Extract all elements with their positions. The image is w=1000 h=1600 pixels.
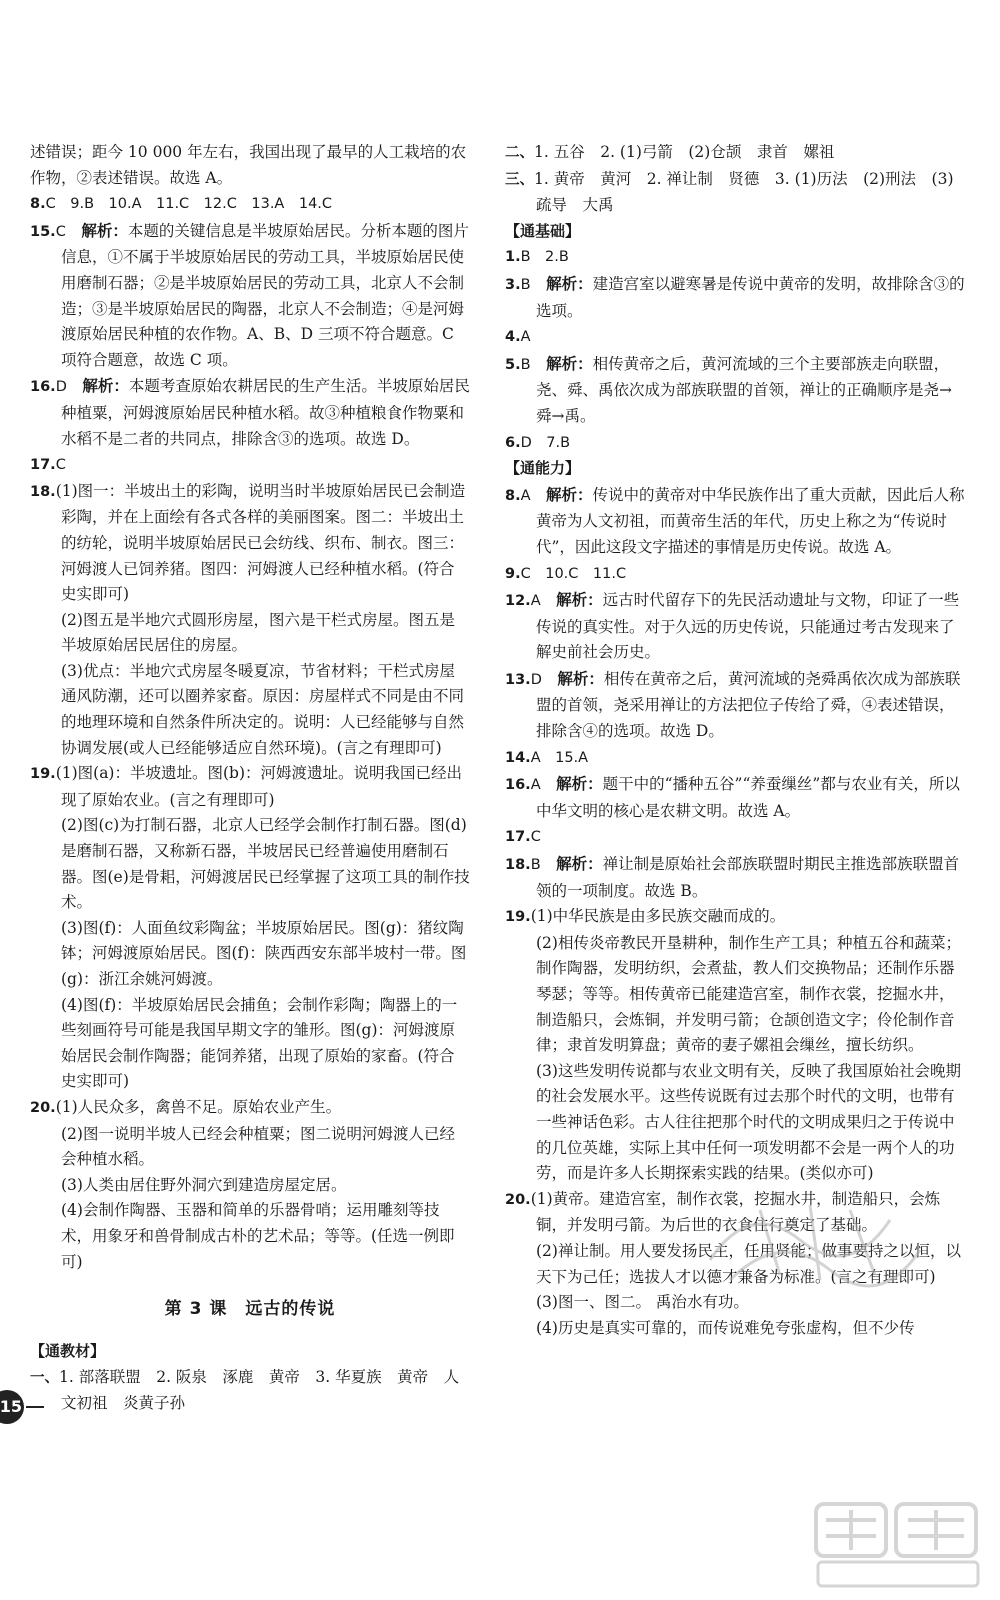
answer-continuation: (3)这些发明传说都与农业文明有关，反映了我国原始社会晚期的社会发展水平。这些传说既有过去那个时代的文明，也带有一些神话色彩。古人往往把那个时代的文明成果归之于传说中的几位英雄，实际上其中任何一项发明都不会是一两个人的功劳，而是许多人长期探索实践的结果。(类似亦可)	[536, 1061, 961, 1183]
answer-continuation: (2)图五是半地穴式圆形房屋，图六是干栏式房屋。图五是半坡原始居民居住的房屋。	[61, 610, 455, 655]
question-number: 15.	[30, 223, 56, 240]
spacer	[67, 377, 83, 395]
answer-item	[30, 1365, 470, 1417]
analysis-label: 解析：	[81, 220, 128, 240]
answer-letter: D	[530, 671, 542, 688]
answer-item	[505, 745, 965, 772]
answer-text: A	[520, 329, 531, 346]
answer-item	[30, 761, 470, 813]
spacer	[531, 275, 547, 293]
answer-continuation: (2)图(c)为打制石器，北京人已经学会制作打制石器。图(d)是磨制石器，又称新石器，半坡居民已经普遍使用磨制石器。图(e)是骨耜，河姆渡居民已经掌握了这项工具的制作技术。	[61, 816, 470, 912]
answer-analysis	[505, 851, 965, 904]
analysis-label: 解析：	[556, 774, 603, 794]
analysis-label: 解析：	[556, 854, 603, 874]
right-column	[505, 140, 965, 1341]
answer-item	[505, 140, 965, 167]
question-number: 9.	[505, 565, 521, 582]
answer-text: 1. 部落联盟 2. 阪泉 涿鹿 黄帝 3. 华夏族 黄帝 人文初祖 炎黄子孙	[59, 1367, 460, 1413]
answer-text: 建造宫室以避寒暑是传说中黄帝的发明，故排除含③的选项。	[536, 274, 965, 320]
answer-continuation: (3)优点：半地穴式房屋冬暖夏凉，节省材料；干栏式房屋通风防潮，还可以圈养家畜。原因：房屋样式不同是由不同的地理环境和自然条件所决定的。说明：人已经能够与自然协调发展(或人已经能够适应自然环境)。(言之有理即可)	[61, 661, 465, 757]
answer-item	[505, 324, 965, 351]
answer-item	[505, 430, 965, 457]
analysis-label: 解析：	[556, 590, 603, 610]
question-number: 二、	[505, 145, 534, 161]
answer-item	[505, 824, 965, 851]
spacer	[541, 775, 557, 793]
answer-continuation: (4)会制作陶器、玉器和简单的乐器骨哨；运用雕刻等技术，用象牙和兽骨制成古朴的艺术品；等等。(任选一例即可)	[61, 1201, 455, 1271]
answer-text: B 2.B	[520, 249, 569, 266]
question-number: 19.	[30, 766, 56, 783]
answer-item	[30, 191, 470, 218]
answer-text: 传说中的黄帝对中华民族作出了重大贡献，因此后人称黄帝为人文初祖，而黄帝生活的年代，历史上称之为“传说时代”，因此这段文字描述的事情是历史传说。故选 A。	[536, 485, 965, 556]
question-number: 19.	[505, 909, 531, 926]
answer-text: (1)图一：半坡出土的彩陶，说明当时半坡原始居民已会制造彩陶，并在上面绘有各式各样的美丽图案。图二：半坡出土的纺轮，说明半坡原始居民已会纺线、织布、制衣。图三：河姆渡人已饲养猪。图四：河姆渡人已经种植水稻。(符合史实即可)	[55, 481, 466, 604]
answer-letter: D	[55, 379, 67, 396]
question-number: 17.	[30, 457, 56, 474]
analysis-label: 解析：	[82, 376, 129, 396]
answer-analysis	[30, 373, 470, 452]
answer-text: 相传在黄帝之后，黄河流域的尧舜禹依次成为部族联盟的首领，尧采用禅让的方法把位子传给了舜，④表述错误，排除含④的选项。故选 D。	[536, 669, 961, 741]
answer-text: 1. 五谷 2. (1)弓箭 (2)仓颉 隶首 嫘祖	[534, 143, 835, 161]
answer-letter: B	[520, 356, 531, 373]
spacer	[541, 591, 557, 609]
answer-text: (1)人民众多，禽兽不足。原始农业产生。	[55, 1097, 342, 1116]
answer-continuation: (2)图一说明半坡人已经会种植粟；图二说明河姆渡人已经会种植水稻。	[61, 1124, 455, 1169]
answer-text: C 9.B 10.A 11.C 12.C 13.A 14.C	[45, 196, 333, 213]
question-number: 一、	[30, 1369, 59, 1386]
answer-item	[505, 904, 965, 931]
question-number: 16.	[30, 379, 56, 396]
answer-analysis	[30, 218, 470, 374]
answer-continuation: (4)历史是真实可靠的，而传说难免夸张虚构，但不少传	[536, 1318, 915, 1337]
answer-item	[505, 1187, 965, 1239]
answer-analysis	[505, 771, 965, 824]
answer-letter: C	[55, 223, 66, 240]
answer-text: 相传黄帝之后，黄河流域的三个主要部族走向联盟，尧、舜、禹依次成为部族联盟的首领，禅让的正确顺序是尧→舜→禹。	[536, 354, 952, 425]
page-number-badge: 15	[0, 1390, 24, 1424]
watermark-logo-corner	[812, 1500, 982, 1592]
answer-text: (1)图(a)：半坡遗址。图(b)：河姆渡遗址。说明我国已经出现了原始农业。(言之有理即可)	[55, 764, 462, 809]
analysis-label: 解析：	[546, 353, 593, 373]
answer-text: C	[55, 457, 66, 474]
answer-analysis	[505, 351, 965, 430]
left-column	[30, 140, 470, 1417]
spacer	[66, 222, 82, 240]
spacer	[542, 670, 558, 688]
spacer	[531, 355, 547, 373]
answer-item	[505, 244, 965, 271]
answer-letter: A	[520, 487, 531, 504]
answer-item	[30, 479, 470, 608]
question-number: 18.	[30, 483, 56, 500]
answer-continuation: (2)禅让制。用人要发扬民主，任用贤能；做事要持之以恒，以天下为己任；选拔人才以德才兼备为标准。(言之有理即可)	[536, 1241, 961, 1286]
answer-text: 题干中的“播种五谷”“养蚕缫丝”都与农业有关，所以中华文明的核心是农耕文明。故选 A。	[536, 775, 960, 820]
answer-text: C 10.C 11.C	[520, 565, 627, 582]
answer-analysis	[505, 271, 965, 324]
question-number: 8.	[505, 487, 521, 504]
answer-letter: B	[520, 276, 531, 293]
page-number	[0, 1390, 46, 1424]
question-number: 17.	[505, 829, 531, 846]
question-number: 13.	[505, 671, 531, 688]
section-heading: 【通基础】	[505, 221, 581, 240]
answer-letter: A	[530, 777, 541, 794]
answer-item	[30, 452, 470, 479]
question-number: 14.	[505, 749, 531, 766]
question-number: 18.	[505, 857, 531, 874]
answer-text: 本题考查原始农耕居民的生产生活。半坡原始居民种植粟，河姆渡原始居民种植水稻。故③种植粮食作物粟和水稻不是二者的共同点，排除含③的选项。故选 D。	[61, 377, 470, 448]
answer-analysis	[505, 587, 965, 666]
answer-item	[30, 1095, 470, 1122]
question-number: 20.	[505, 1191, 531, 1208]
answer-text: A 15.A	[530, 749, 589, 766]
spacer	[531, 486, 547, 504]
analysis-label: 解析：	[546, 484, 593, 504]
answer-continuation: (4)图(f)：半坡原始居民会捕鱼；会制作彩陶；陶器上的一些刻画符号可能是我国早期文字的雏形。图(g)：河姆渡原始居民会制作陶器；能饲养猪，出现了原始的家畜。(符合史实即可)	[61, 995, 458, 1091]
answer-continuation: 述错误；距今 10 000 年左右，我国出现了最早的人工栽培的农作物，②表述错误。故选 A。	[30, 143, 467, 187]
page-number-rule	[26, 1406, 44, 1408]
answer-letter: A	[530, 593, 541, 610]
answer-text: D 7.B	[520, 434, 571, 451]
answer-text: (1)黄帝。建造宫室，制作衣裳，挖掘水井，制造船只，会炼铜，并发明弓箭。为后世的衣食住行奠定了基础。	[530, 1189, 941, 1235]
answer-item	[505, 167, 965, 219]
answer-continuation: (3)图(f)：人面鱼纹彩陶盆；半坡原始居民。图(g)：猪纹陶钵；河姆渡原始居民。图(f)：陕西西安东部半坡村一带。图(g)：浙江余姚河姆渡。	[61, 918, 467, 988]
answer-analysis	[505, 482, 965, 561]
answer-continuation: (3)人类由居住野外洞穴到建造房屋定居。	[61, 1175, 347, 1194]
answer-analysis	[505, 666, 965, 745]
question-number: 8.	[30, 196, 46, 213]
answer-text: 远古时代留存下的先民活动遗址与文物，印证了一些传说的真实性。对于久远的历史传说，只能通过考古发现来了解史前社会历史。	[536, 591, 960, 662]
spacer	[541, 855, 557, 873]
analysis-label: 解析：	[546, 273, 593, 293]
question-number: 4.	[505, 329, 521, 346]
answer-continuation: (2)相传炎帝教民开垦耕种，制作生产工具；种植五谷和蔬菜；制作陶器，发明纺织，会煮盐，教人们交换物品；还制作乐器琴瑟；等等。相传黄帝已能建造宫室，制作衣裳，挖掘水井，制造船只，会炼铜，并发明弓箭；仓颉创造文字；伶伦制作音律；隶首发明算盘；黄帝的妻子嫘祖会缫丝，擅长纺织。	[536, 933, 961, 1055]
question-number: 20.	[30, 1099, 56, 1116]
answer-text: (1)中华民族是由多民族交融而成的。	[530, 907, 786, 926]
answer-text: 禅让制是原始社会部族联盟时期民主推选部族联盟首领的一项制度。故选 B。	[536, 855, 960, 900]
section-heading: 【通能力】	[505, 459, 581, 478]
answer-text: 1. 黄帝 黄河 2. 禅让制 贤德 3. (1)历法 (2)刑法 (3)疏导 大禹	[534, 169, 954, 215]
question-number: 1.	[505, 249, 521, 266]
answer-letter: B	[530, 857, 541, 874]
answer-item	[505, 561, 965, 588]
question-number: 三、	[505, 171, 534, 188]
answer-text: C	[530, 829, 541, 846]
question-number: 3.	[505, 276, 521, 293]
question-number: 16.	[505, 777, 531, 794]
answer-continuation: (3)图一、图二。 禹治水有功。	[536, 1293, 749, 1312]
question-number: 12.	[505, 593, 531, 610]
question-number: 6.	[505, 434, 521, 451]
lesson-title: 第 3 课 远古的传说	[164, 1299, 336, 1320]
section-heading: 【通教材】	[30, 1342, 106, 1361]
answer-text: 本题的关键信息是半坡原始居民。分析本题的图片信息，①不属于半坡原始居民的劳动工具，半坡原始居民使用磨制石器；②是半坡原始居民的劳动工具，北京人不会制造；③是半坡原始居民的陶器，北京人不会制造；④是河姆渡原始居民种植的农作物。A、B、D 三项不符合题意。C 项符合题意，故选 C 项。	[61, 221, 469, 369]
question-number: 5.	[505, 356, 521, 373]
analysis-label: 解析：	[557, 668, 604, 688]
